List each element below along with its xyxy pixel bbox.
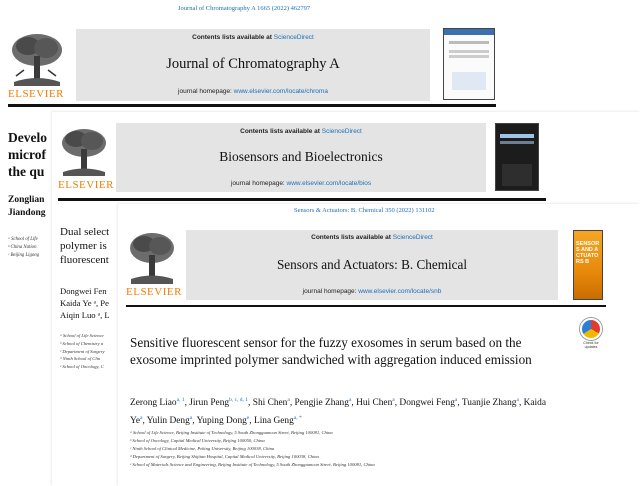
homepage-link[interactable]: www.elsevier.com/locate/bios (286, 180, 372, 187)
running-head: Journal of Chromatography A 1665 (2022) 462797 (178, 5, 311, 12)
author[interactable]: Lina Geng$^{a, *}$ (253, 415, 302, 427)
contents-line: Contents lists available at ScienceDirect (192, 34, 314, 41)
publisher-wordmark: ELSEVIER (8, 88, 64, 100)
author[interactable]: Kaida Ye$^a$, (130, 398, 547, 427)
author[interactable]: Yuping Dong$^e$, (196, 415, 254, 427)
author-fragment: Dongwei Fen Kaida Ye ᵃ, Pe Aiqin Luo ᵃ, L (60, 286, 110, 320)
journal-homepage: journal homepage: www.elsevier.com/locate/chroma (178, 88, 328, 95)
header-rule (8, 104, 496, 107)
header-rule (126, 305, 606, 307)
elsevier-tree-logo (58, 125, 110, 177)
sciencedirect-link[interactable]: ScienceDirect (321, 128, 362, 135)
journal-banner (186, 230, 558, 300)
affiliation: ᵉ School of Materials Science and Engineering, Beijing Institute of Technology, 5 South Zhongguancun Street, Beijing 100081, China (130, 462, 375, 467)
journal-title: Biosensors and Bioelectronics (219, 149, 383, 164)
author[interactable]: Dongwei Feng$^a$, (399, 397, 462, 409)
publisher-wordmark: ELSEVIER (58, 179, 114, 191)
homepage-link[interactable]: www.elsevier.com/locate/chroma (233, 88, 328, 95)
publisher-wordmark: ELSEVIER (126, 286, 182, 298)
journal-banner (76, 29, 430, 101)
journal-cover-thumbnail (443, 28, 495, 100)
sciencedirect-link[interactable]: ScienceDirect (273, 34, 314, 41)
journal-cover-thumbnail (495, 123, 539, 191)
header-rule (58, 198, 546, 201)
affiliation-fragment: ᵃ School of Life Science ᵇ School of Chemistry a ᶜ Department of Surgery ᵈ Ninth School of Clin ᵉ School of Oncology, C (60, 333, 105, 370)
author[interactable]: Jirun Peng$^{b, c, d, 1}$, (189, 397, 253, 409)
author-list (130, 393, 560, 429)
journal-homepage: journal homepage: www.elsevier.com/locate/bios (230, 180, 372, 187)
journal-title: Sensors and Actuators: B. Chemical (276, 257, 468, 272)
contents-line: Contents lists available at ScienceDirect (311, 234, 433, 241)
article-page-sensors-actuators (118, 204, 640, 486)
affiliation: ᵇ School of Oncology, Capital Medical University, Beijing 100050, China (130, 438, 265, 443)
author[interactable]: Shi Chen$^a$, (252, 397, 295, 409)
elsevier-tree-logo (126, 229, 178, 285)
author[interactable]: Zerong Liao$^{a, 1}$, (130, 397, 190, 409)
sciencedirect-link[interactable]: ScienceDirect (392, 234, 433, 241)
journal-title: Journal of Chromatography A (166, 56, 340, 72)
journal-banner (116, 123, 486, 192)
author[interactable]: Tuanjie Zhang$^a$, (461, 397, 524, 409)
elsevier-tree-logo (8, 30, 66, 88)
affiliation: ᵃ School of Life Science, Beijing Institute of Technology, 5 South Zhongguancun Street, Beijing 100081, China (130, 430, 333, 435)
title-fragment: Dual select polymer is fluorescent (60, 226, 110, 266)
author[interactable]: Yulin Deng$^a$, (146, 415, 197, 427)
running-head: Sensors & Actuators: B. Chemical 350 (2022) 131102 (294, 207, 435, 214)
affiliation: ᶜ Ninth School of Clinical Medicine, Peking University, Beijing 100038, China (130, 446, 275, 451)
author[interactable]: Hui Chen$^a$, (356, 397, 400, 409)
title-fragment: Develo microf the qu (8, 130, 47, 179)
author-fragment: Zonglian Jiandong (8, 195, 46, 218)
check-for-updates-label: Check for updates (583, 341, 599, 349)
affiliation: ᵈ Department of Surgery, Beijing Shijitan Hospital, Capital Medical University, Beijing 100038, China (130, 454, 319, 459)
journal-cover-thumbnail (573, 230, 603, 300)
journal-homepage: journal homepage: www.elsevier.com/locate/snb (302, 288, 442, 295)
article-title: Sensitive fluorescent sensor for the fuzzy exosomes in serum based on the exosome imprinted polymer sandwiched with aggregation induced emission (130, 335, 532, 367)
check-for-updates-badge[interactable] (578, 318, 604, 352)
cover-title: SENSORS AND ACTUATORS B (576, 241, 600, 265)
author[interactable]: Pengjie Zhang$^a$, (294, 397, 357, 409)
crossmark-icon (580, 318, 602, 340)
contents-line: Contents lists available at ScienceDirect (240, 128, 362, 135)
homepage-link[interactable]: www.elsevier.com/locate/snb (358, 288, 442, 295)
affiliation-fragment: ᵃ School of Life ᵇ China Nation ᶜ Beijing Ligong (8, 237, 40, 258)
